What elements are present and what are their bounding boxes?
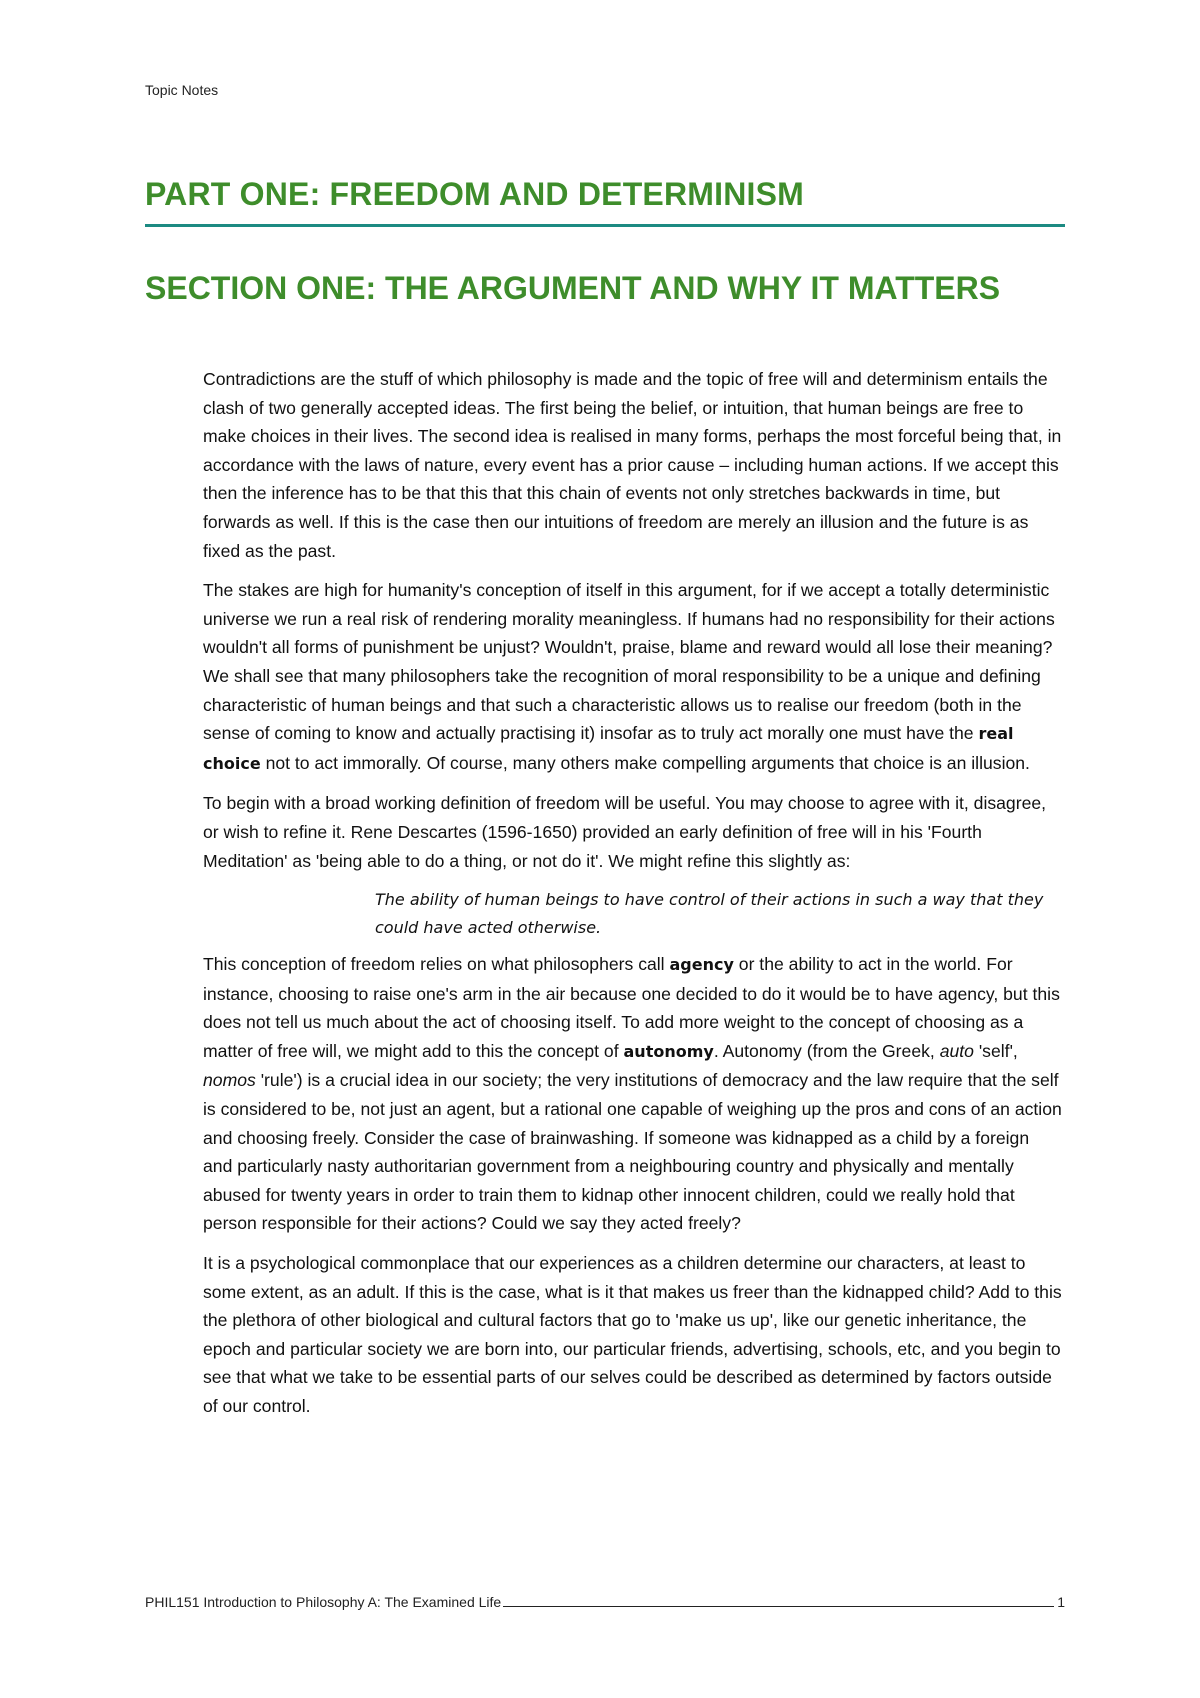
- term-nomos: nomos: [203, 1070, 256, 1091]
- title-divider: [145, 224, 1065, 227]
- paragraph-5: It is a psychological commonplace that our experiences as a children determine our characters, at least to some extent, as an adult. If this is the case, what is it that makes us freer than the kidnapped child? Add to this the plethora of other biological and cultural factors that go to 'make us up', like our genetic inheritance, the epoch and particular society we are born into, our particular friends, advertising, schools, etc, and you begin to see that what we take to be essential parts of our selves could be described as determined by factors outside of our control.: [203, 1253, 1062, 1416]
- header-note: Topic Notes: [145, 82, 219, 98]
- paragraph-4-text-c: . Autonomy (from the Greek,: [713, 1040, 940, 1061]
- paragraph-4-text-b: or the ability to act in the world. For instance, choosing to raise one's arm in the air because one decided to do it would be to have agency, but this does not tell us much about the act of choosing itself. To add more weight to the concept of choosing as a matter of free will, we might add to this the concept of: [203, 954, 1060, 1061]
- paragraph-2-text-a: The stakes are high for humanity's conception of itself in this argument, for if we accept a totally deterministic universe we run a real risk of rendering morality meaningless. If humans had no responsibility for their actions wouldn't all forms of punishment be unjust? Wouldn't, praise, blame and reward would all lose their meaning? We shall see that many philosophers take the recognition of moral responsibility to be a unique and defining characteristic of human beings and that such a characteristic allows us to realise our freedom (both in the sense of coming to know and actually practising it) insofar as to truly act morally one must have the: [203, 580, 1055, 744]
- paragraph-4-text-a: This conception of freedom relies on what philosophers call: [203, 954, 670, 975]
- definition-quote: The ability of human beings to have control of their actions in such a way that they could have acted otherwise.: [375, 890, 1044, 938]
- page-footer: [145, 1594, 1065, 1610]
- term-agency: agency: [669, 955, 734, 975]
- footer-course-title: PHIL151 Introduction to Philosophy A: The Examined Life: [145, 1594, 502, 1610]
- footer-rule: [503, 1606, 1054, 1607]
- paragraph-3: To begin with a broad working definition of freedom will be useful. You may choose to agree with it, disagree, or wish to refine it. Rene Descartes (1596-1650) provided an early definition of free will in his 'Fourth Meditation' as 'being able to do a thing, or not do it'. We might refine this slightly as:: [203, 793, 1047, 871]
- term-auto: auto: [939, 1040, 974, 1061]
- section-title: SECTION ONE: THE ARGUMENT AND WHY IT MATTERS: [145, 270, 1001, 306]
- term-autonomy: autonomy: [623, 1041, 714, 1061]
- paragraph-4: [203, 950, 1063, 1238]
- paragraph-2-text-b: not to act immorally. Of course, many others make compelling arguments that choice is an illusion.: [260, 752, 1030, 773]
- part-title: PART ONE: FREEDOM AND DETERMINISM: [145, 176, 805, 212]
- paragraph-1: Contradictions are the stuff of which philosophy is made and the topic of free will and determinism entails the clash of two generally accepted ideas. The first being the belief, or intuition, that human beings are free to make choices in their lives. The second idea is realised in many forms, perhaps the most forceful being that, in accordance with the laws of nature, every event has a prior cause – including human actions. If we accept this then the inference has to be that this that this chain of events not only stretches backwards in time, but forwards as well. If this is the case then our intuitions of freedom are merely an illusion and the future is as fixed as the past.: [203, 369, 1062, 561]
- body-text: [203, 365, 1063, 1432]
- term-real-choice: real choice: [203, 724, 1014, 773]
- paragraph-2: [203, 576, 1063, 778]
- footer-page-number: 1: [1057, 1594, 1065, 1610]
- paragraph-4-text-e: 'rule') is a crucial idea in our society; the very institutions of democracy and the law require that the self is considered to be, not just an agent, but a rational one capable of weighing up the pros and cons of an action and choosing freely. Consider the case of brainwashing. If someone was kidnapped as a child by a foreign and particularly nasty authoritarian government from a neighbouring country and physically and mentally abused for twenty years in order to train them to kidnap other innocent children, could we really hold that person responsible for their actions? Could we say they acted freely?: [203, 1070, 1062, 1234]
- paragraph-4-text-d: 'self',: [973, 1040, 1018, 1061]
